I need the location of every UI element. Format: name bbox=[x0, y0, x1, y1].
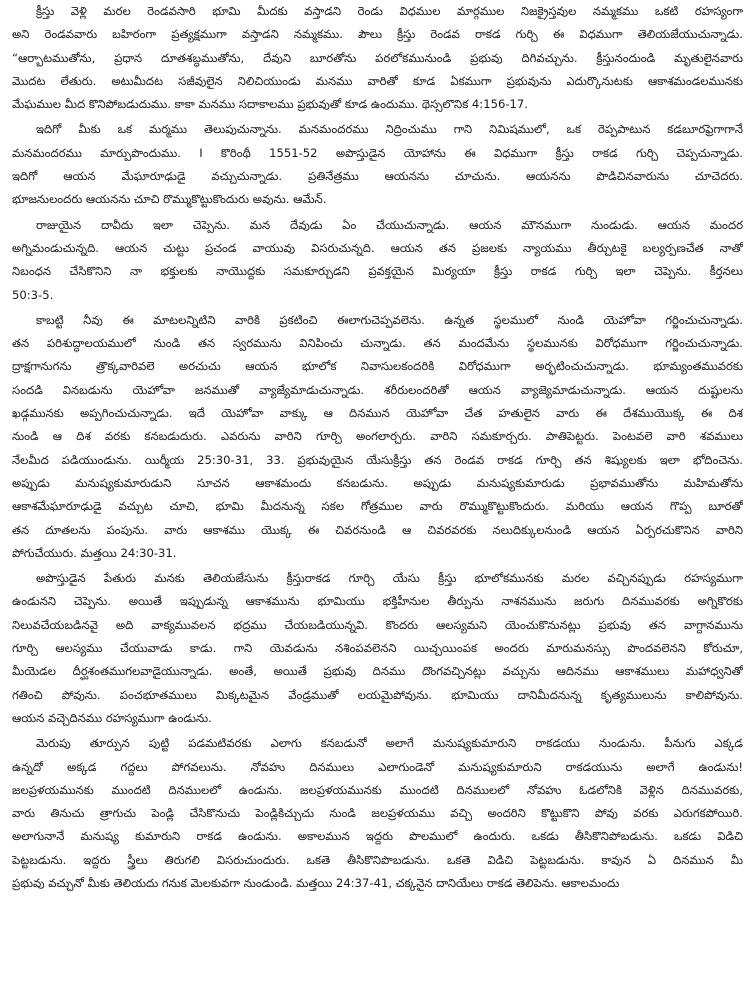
text-line: మనమందరము మార్పుపొందుము. I కొరింథీ 1551-52 అపొస్తుడైన యోహాను ఈ విధముగా క్రీస్తు రాకడ గుర్చి చెప్పచున్నాడు. bbox=[12, 145, 743, 160]
paragraph bbox=[12, 567, 743, 730]
paragraph bbox=[12, 732, 743, 895]
text-line: మేఘముల మీద కొనిపోబడుదుము. కాకా మనము సదాకాలము ప్రభువుతో కూడ ఉందుము. థెస్సలొనిక 4:156-17. bbox=[12, 97, 528, 112]
document-body bbox=[12, 0, 743, 895]
text-line: నేలమీద పడియుండును. యిర్మీయ 25:30-31, 33. ప్రభువుయైన యేసుక్రీస్తు తన రెండవ రాకడ గూర్చి తన శిష్యులకు ఇలా భోదించెను. bbox=[12, 452, 743, 467]
paragraph bbox=[12, 0, 743, 116]
text-line: జలప్రళయమునకు ముందటి దినములలో ఉండును. జలప్రళయమునకు ముందటి దినములలో నోవహు ఓడలోనికి వెళ్లిన దినమువరకు, bbox=[12, 782, 743, 797]
text-line: ఇదిగో ఆయన మేఘారూఢుడై వచ్చుచున్నాడు. ప్రతినేత్రము ఆయనను చూచును. ఆయనను పొడిచినవారును చూచెదరు. bbox=[12, 169, 743, 184]
text-line: సందడి వినబడును యెహోవా జనముతో వ్యాజ్యేమాడుచున్నాడు. శరీరులందరితో ఆయన వ్యాజ్యెమాడుచున్నాడు. ఆయన దుష్టులను bbox=[12, 382, 743, 397]
text-line: తన దూతలను పంపును. వారు ఆకాశము యొక్క ఈ చివరనుండి ఆ చివరవరకు నలుదిక్కులనుండి ఆయన ఏర్పరచుకొనిన వారిని bbox=[12, 522, 743, 537]
text-line: మొదట లేతురు. అటుమీదట సజీవులైన నిలిచియుండు మనము వారితో కూడ ఏకముగా ప్రభువును ఎదుర్కొనుటకు ఆకాశమండలమునకు bbox=[12, 73, 743, 88]
text-line: ప్రభువు వచ్చునో మీకు తెలియదు గనుక మెలకువగా నుండుండి. మత్తయి 24:37-41, చక్కనైన దానియేలు రాకడ తెలిపెను. ఆకాలమందు bbox=[12, 875, 620, 890]
text-line: తన పరిశుద్ధాలయములో నుండి తన స్వరమును వినిపించు చున్నాడు. తన మందమేను స్థలమునకు విరోధముగా గర్జించుచున్నాడు. bbox=[12, 336, 743, 351]
text-line: గతించి పోవును. పంచభూతములు మిక్కటమైన వేండ్రముతో లయమైపోవును. భూమియు దానిమీదనున్న కృత్యములును కాలిపోవును. bbox=[12, 687, 743, 702]
text-line: నిలువచేయబడినవై అది వాక్యమువలన భద్రము చేయబడియున్నవి. కొందరు ఆలస్యమని యెంచుకొనునట్లు ప్రభువు తన వాగ్దానమును bbox=[12, 617, 743, 632]
text-line: ఇదిగో మీకు ఒక మర్మము తెలుపుచున్నాను. మనమందరము నిద్రించుము గాని నిమిషములో, ఒక రెప్పపాటున కడబూరఫ్రెగాగానే bbox=[36, 122, 743, 137]
text-line: ద్రాక్షగానుగను త్రొక్కవారివలె అరచుచు ఆయన భూలోక నివాసులకందరికి విరోధముగా అర్భటించుచున్నాడు. భూమ్యంతమువరకు bbox=[12, 359, 743, 374]
text-line: అపొస్తుడైన పేతురు మనకు తెలియజేసును క్రీస్తురాకడ గూర్చి యేసు క్రీస్తు భూలోకమునకు మరల వచ్చినప్పుడు రహస్యముగా bbox=[36, 571, 743, 586]
text-line: ఆకాశమేఘారూఢుడై వచ్చుట చూచి, భూమి మీదనున్న సకల గోత్రముల వారు రొమ్ముకొట్టుకొందురు. మరియు ఆయన గొప్ప బూరతో bbox=[12, 499, 743, 514]
text-line: ఖడ్గమునకు అప్పగించుచున్నాడు. ఇదే యెహోవా వాక్కు ఆ దినమున యెహోవా చేత హతులైన వారు ఈ దేశముయొక్క ఈ దిశ bbox=[12, 406, 743, 421]
text-line: అలాగునానే మనుష్య కుమారుని రాకడ ఉండును. అకాలమున ఇద్దరు పొలములో ఉందురు. ఒకడు తీసికొనిపోబడును. ఒకడు విడిచి bbox=[12, 829, 743, 844]
text-line: ఆయన వచ్చెదినము రహస్యముగా ఉండును. bbox=[12, 710, 212, 725]
paragraph bbox=[12, 118, 743, 211]
text-line: అగ్నిమండుచున్నది. ఆయన చుట్టు ప్రచండ వాయువు విసరుచున్నది. ఆయన తన ప్రజలకు న్యాయము తీర్చుటకై బల్యర్పణచేత నాతో bbox=[12, 240, 743, 255]
text-line: వారు తినుచు త్రాగుచు పెండ్లి చేసికొనుచు పెండ్లికిచ్చుచు నుండి జలప్రళయము వచ్చి అందరిని కొట్టుకొని పోవు వరకు ఎరుగకపోయిరి. bbox=[12, 806, 743, 821]
text-line: పెట్టబడును. ఇద్దరు స్త్రీలు తిరుగలి విసరుచుందురు. ఒకతె తీసికొనిపొబడును. ఒకతె విడిచి పెట్టబడును. కావున ఏ దినమున మీ bbox=[12, 852, 743, 867]
text-line: భూజనులందరు ఆయనను చూచి రొమ్ముకొట్టుకొందురు అవును. ఆమేన్. bbox=[12, 192, 327, 207]
text-line: రాజుయైన దావీదు ఇలా చెప్పెను. మన దేవుడు ఏం చేయుచున్నాడు. ఆయన మౌనముగా నుండుడు. ఆయన మందర bbox=[36, 217, 743, 232]
text-line: నుండి ఆ దిశ వరకు కనబడుదురు. ఎవరును వారిని గూర్చి అంగలార్చరు. వారిని సమకూర్చరు. పాతిపెట్టరు. పెంటవలె వారి శవములు bbox=[12, 429, 743, 444]
paragraph bbox=[12, 214, 743, 307]
text-line: 50:3-5. bbox=[12, 287, 54, 302]
text-line: మీయెడల దీర్ఘశంతముగలవాడైయున్నాడు. అంతే, అయితే ప్రభువు దినము దొంగవచ్చినట్లు వచ్చును ఆదినము ఆకాశములు మహాధ్వనితో bbox=[12, 664, 743, 679]
text-line: ఉన్నదో అక్కడ గద్దలు పోగవలును. నోవహు దినములు ఎలాగుండెనో మనుష్యకుమారుని రాకడయును అలాగే ఉండును! bbox=[12, 759, 743, 774]
text-line: “ఆర్బాటముతోను, ప్రధాన దూతశబ్ధముతోను, దేవుని బూరతోను పరలోకమునుండి ప్రభువు దిగివచ్చును. క్రీస్తునందుండి మృతులైనవారు bbox=[12, 50, 743, 65]
text-line: పోగుచేయురు. మత్తయి 24:30-31. bbox=[12, 545, 177, 560]
text-line: గూర్చి ఆలస్యము చేయువాడు కాడు. గాని యెవడును నశింపవలెనని యిచ్చయింపక అందరు మారుమనస్సు పొందవలెనని కోరుచూ, bbox=[12, 641, 743, 656]
text-line: మెరుపు తూర్పున పుట్టి పడమటివరకు ఎలాగు కనబడునో అలాగే మనుష్యకుమారుని రాకడయు నుండును. పీనుగు ఎక్కడ bbox=[36, 736, 743, 751]
text-line: అని రెండవవారు బహిరంగా ప్రత్యక్షముగా వస్తాడని నమ్మకము. పౌలు క్రీస్తు రెండవ రాకడ గుర్చి ఈ విధముగా తెలియజేయుచున్నాడు. bbox=[12, 27, 743, 42]
paragraph bbox=[12, 309, 743, 565]
text-line: ఉండునని చెప్పెను. అయితే ఇప్పుడున్న ఆకాశమును భూమియు భక్తిహీనుల తీర్పును నాశనమును జరుగు దినమువరకు అగ్నికొరకు bbox=[12, 594, 743, 609]
text-line: క్రీస్తు వెళ్లి మరల రెండవసారి భూమి మీదకు వస్తాడని రెండు విధముల మార్గముల నిజక్రైస్తవుల నమ్మకము ఒకటి రహస్యంగా bbox=[36, 4, 743, 18]
text-line: నిబంధన చేసికొనిని నా భక్తులకు నాయొద్దకు సమకూర్చుడని ప్రవక్తయైన మిర్యయా క్రీస్తు రాకడ గుర్చి ఇలా చెప్పెను. కీర్తనలు bbox=[12, 264, 743, 279]
text-line: కాబట్టి నీవు ఈ మాటలన్నిటిని వారికి ప్రకటించి ఈలాగుచెప్పవలెను. ఉన్నత స్థలములో నుండి యెహోవా గర్జించుచున్నాడు. bbox=[36, 312, 743, 327]
text-line: అప్పుడు మనుష్యకుమారుడుని సూచన ఆకాశమందు కనబడును. అప్పుడు మనుష్యకుమారుడు ప్రభావముతోను మహిమతోను bbox=[12, 475, 743, 490]
